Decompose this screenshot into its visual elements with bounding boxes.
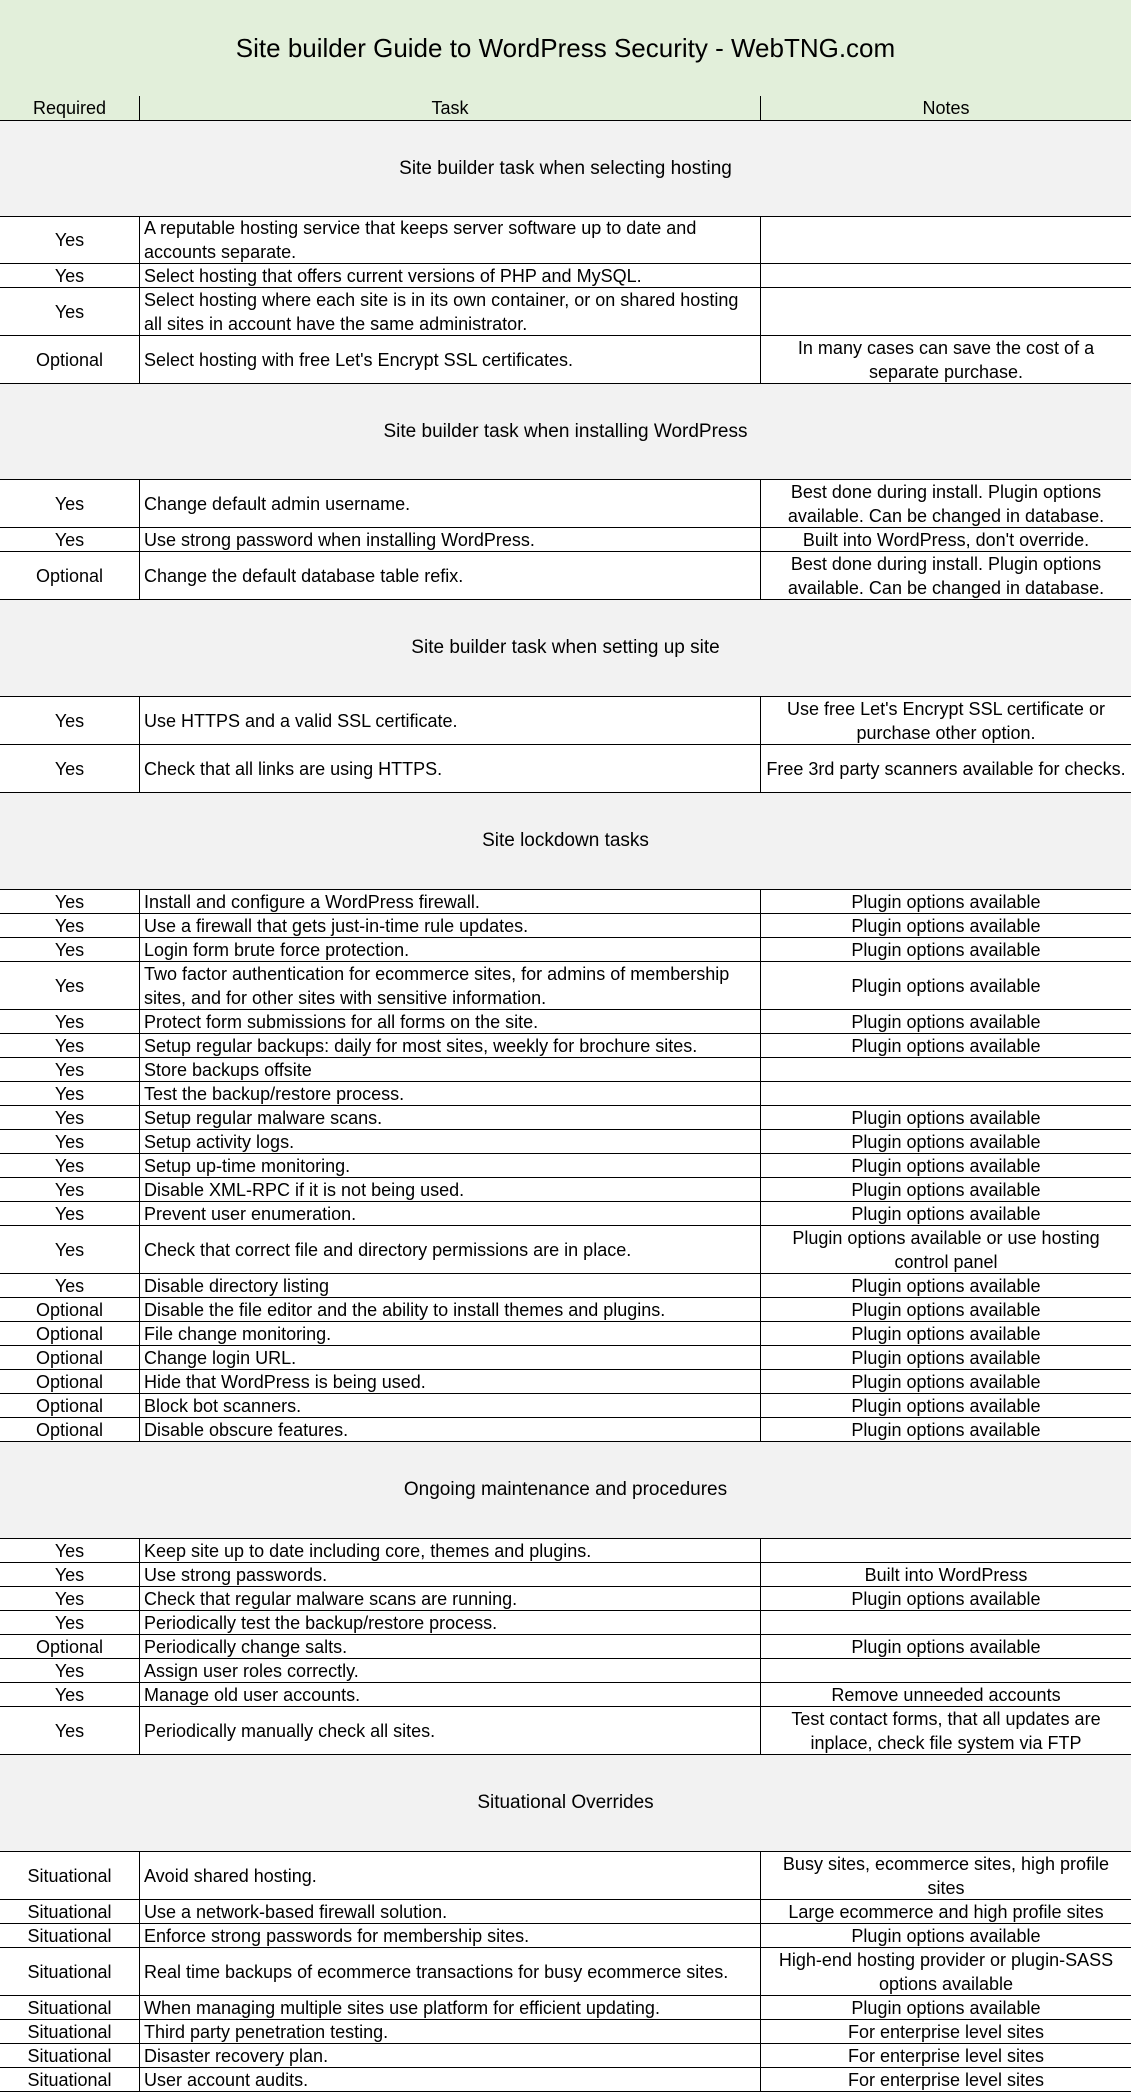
required-cell: Yes (0, 890, 140, 913)
notes-cell: Busy sites, ecommerce sites, high profile sites (782, 1853, 1110, 1898)
required-cell: Situational (0, 1900, 140, 1923)
task-cell: Use a network-based firewall solution. (140, 1900, 761, 1923)
notes-cell: Plugin options available (851, 1419, 1041, 1440)
required-cell: Yes (0, 1082, 140, 1105)
required-cell: Yes (0, 914, 140, 937)
required-cell: Optional (0, 336, 140, 383)
required-cell: Situational (0, 1948, 140, 1995)
required-cell: Situational (0, 1996, 140, 2019)
notes-cell: Test contact forms, that all updates are inplace, check file system via FTP (791, 1708, 1101, 1753)
required-cell: Yes (0, 1611, 140, 1634)
notes-cell: In many cases can save the cost of a separate purchase. (797, 337, 1095, 382)
required-cell: Optional (0, 1394, 140, 1417)
required-cell: Yes (0, 1587, 140, 1610)
required-cell: Yes (0, 1683, 140, 1706)
table-row (0, 1659, 1131, 1683)
table-row (0, 938, 1131, 962)
notes-cell: Plugin options available (851, 1395, 1041, 1416)
required-cell: Yes (0, 962, 140, 1009)
notes-cell: For enterprise level sites (847, 2069, 1045, 2090)
notes-cell: Plugin options available (851, 1011, 1041, 1032)
notes-cell (761, 1611, 1131, 1634)
required-cell: Yes (0, 216, 140, 263)
table-row (0, 288, 1131, 336)
task-cell: Disable XML-RPC if it is not being used. (140, 1178, 761, 1201)
section-heading-site-lockdown-tasks: Site lockdown tasks (0, 793, 1131, 890)
required-cell: Yes (0, 528, 140, 551)
notes-cell: Plugin options available (851, 1588, 1041, 1609)
table-row (0, 1418, 1131, 1442)
task-cell: Select hosting with free Let's Encrypt SSL certificates. (140, 336, 761, 383)
notes-cell: Plugin options available (851, 915, 1041, 936)
required-cell: Optional (0, 1322, 140, 1345)
table-row (0, 264, 1131, 288)
required-cell: Optional (0, 1346, 140, 1369)
table-row (0, 1370, 1131, 1394)
task-cell: Test the backup/restore process. (140, 1082, 761, 1105)
notes-cell: Built into WordPress, don't override. (802, 529, 1090, 550)
notes-cell: Plugin options available (851, 939, 1041, 960)
table-row (0, 336, 1131, 384)
table-row (0, 1924, 1131, 1948)
table-row (0, 962, 1131, 1010)
task-cell: Store backups offsite (140, 1058, 761, 1081)
task-cell: Block bot scanners. (140, 1394, 761, 1417)
table-row (0, 1154, 1131, 1178)
task-cell: When managing multiple sites use platform for efficient updating. (140, 1996, 761, 2019)
task-cell: Assign user roles correctly. (140, 1659, 761, 1682)
notes-cell (761, 1082, 1131, 1105)
notes-cell: Best done during install. Plugin options available. Can be changed in database. (787, 481, 1105, 526)
notes-cell: Large ecommerce and high profile sites (788, 1901, 1104, 1922)
required-cell: Yes (0, 1563, 140, 1586)
task-cell: Real time backups of ecommerce transactions for busy ecommerce sites. (140, 1948, 761, 1995)
notes-cell: Best done during install. Plugin options available. Can be changed in database. (787, 553, 1105, 598)
notes-cell: Free 3rd party scanners available for checks. (766, 758, 1126, 779)
task-cell: Check that regular malware scans are running. (140, 1587, 761, 1610)
section-heading-site-builder-task-when-setting-up-site: Site builder task when setting up site (0, 600, 1131, 697)
section-heading-site-builder-task-when-installing-wordpress: Site builder task when installing WordPress (0, 384, 1131, 480)
required-cell: Yes (0, 1707, 140, 1754)
table-row (0, 745, 1131, 793)
task-cell: Use strong password when installing WordPress. (140, 528, 761, 551)
table-row (0, 1394, 1131, 1418)
task-cell: Two factor authentication for ecommerce sites, for admins of membership sites, and for other sites with sensitive information. (140, 962, 761, 1009)
section-heading-site-builder-task-when-selecting-hosting: Site builder task when selecting hosting (0, 121, 1131, 217)
table-row (0, 1106, 1131, 1130)
task-cell: Hide that WordPress is being used. (140, 1370, 761, 1393)
required-cell: Yes (0, 264, 140, 287)
task-cell: Check that correct file and directory permissions are in place. (140, 1226, 761, 1273)
task-cell: Setup regular malware scans. (140, 1106, 761, 1129)
task-cell: Disable obscure features. (140, 1418, 761, 1441)
table-row (0, 1274, 1131, 1298)
table-row (0, 2068, 1131, 2092)
table-row (0, 1900, 1131, 1924)
notes-cell: Plugin options available (851, 1299, 1041, 1320)
notes-cell (761, 1539, 1131, 1562)
required-cell: Yes (0, 1274, 140, 1297)
task-cell: Periodically test the backup/restore process. (140, 1611, 761, 1634)
notes-cell (761, 264, 1131, 287)
required-cell: Yes (0, 745, 140, 792)
task-cell: File change monitoring. (140, 1322, 761, 1345)
table-row (0, 1539, 1131, 1563)
column-header-notes: Notes (922, 98, 970, 118)
required-cell: Situational (0, 1924, 140, 1947)
required-cell: Yes (0, 938, 140, 961)
task-cell: Select hosting where each site is in its own container, or on shared hosting all sites in account have the same administrator. (140, 288, 761, 335)
table-row (0, 1178, 1131, 1202)
task-cell: Disaster recovery plan. (140, 2044, 761, 2067)
section-heading-situational-overrides: Situational Overrides (0, 1755, 1131, 1852)
required-cell: Yes (0, 1226, 140, 1273)
notes-cell: Plugin options available (851, 1131, 1041, 1152)
notes-cell: Plugin options available (851, 1107, 1041, 1128)
task-cell: Disable directory listing (140, 1274, 761, 1297)
table-row (0, 552, 1131, 600)
task-cell: User account audits. (140, 2068, 761, 2091)
column-header-required: Required (0, 96, 140, 120)
notes-cell: Built into WordPress (864, 1564, 1028, 1585)
required-cell: Yes (0, 1178, 140, 1201)
notes-cell: Remove unneeded accounts (831, 1684, 1061, 1705)
required-cell: Optional (0, 552, 140, 599)
notes-cell: Plugin options available (851, 1275, 1041, 1296)
required-cell: Yes (0, 1010, 140, 1033)
required-cell: Yes (0, 480, 140, 527)
column-header-row (0, 96, 1131, 121)
table-row (0, 480, 1131, 528)
notes-cell: Plugin options available (851, 1636, 1041, 1657)
table-row (0, 1058, 1131, 1082)
table-row (0, 1298, 1131, 1322)
notes-cell: Plugin options available (851, 891, 1041, 912)
task-cell: Manage old user accounts. (140, 1683, 761, 1706)
task-cell: Keep site up to date including core, themes and plugins. (140, 1539, 761, 1562)
required-cell: Optional (0, 1298, 140, 1321)
table-row (0, 1587, 1131, 1611)
table-row (0, 914, 1131, 938)
table-row (0, 1322, 1131, 1346)
table-row (0, 1226, 1131, 1274)
task-cell: Protect form submissions for all forms on the site. (140, 1010, 761, 1033)
table-row (0, 1034, 1131, 1058)
notes-cell (761, 288, 1131, 335)
notes-cell: For enterprise level sites (847, 2045, 1045, 2066)
column-header-task: Task (140, 96, 761, 120)
task-cell: Use HTTPS and a valid SSL certificate. (140, 697, 761, 744)
required-cell: Optional (0, 1635, 140, 1658)
notes-cell: High-end hosting provider or plugin-SASS options available (778, 1949, 1114, 1994)
notes-cell: Plugin options available (851, 1035, 1041, 1056)
table-row (0, 1130, 1131, 1154)
table-row (0, 528, 1131, 552)
task-cell: Change the default database table refix. (140, 552, 761, 599)
table-row (0, 1635, 1131, 1659)
table-row (0, 697, 1131, 745)
notes-cell: Plugin options available (851, 1997, 1041, 2018)
task-cell: Select hosting that offers current versions of PHP and MySQL. (140, 264, 761, 287)
notes-cell: Plugin options available or use hosting control panel (792, 1227, 1100, 1272)
required-cell: Optional (0, 1418, 140, 1441)
table-row (0, 2020, 1131, 2044)
task-cell: Enforce strong passwords for membership sites. (140, 1924, 761, 1947)
table-row (0, 1010, 1131, 1034)
task-cell: Prevent user enumeration. (140, 1202, 761, 1225)
notes-cell: Plugin options available (851, 1203, 1041, 1224)
table-row (0, 1202, 1131, 1226)
table-row (0, 216, 1131, 264)
task-cell: Setup regular backups: daily for most sites, weekly for brochure sites. (140, 1034, 761, 1057)
required-cell: Yes (0, 1130, 140, 1153)
notes-cell: Plugin options available (851, 1323, 1041, 1344)
table-row (0, 1346, 1131, 1370)
table-row (0, 1948, 1131, 1996)
required-cell: Yes (0, 1659, 140, 1682)
task-cell: Setup activity logs. (140, 1130, 761, 1153)
task-cell: Setup up-time monitoring. (140, 1154, 761, 1177)
required-cell: Yes (0, 1106, 140, 1129)
section-heading-ongoing-maintenance-and-procedures: Ongoing maintenance and procedures (0, 1442, 1131, 1539)
table-row (0, 2044, 1131, 2068)
task-cell: Third party penetration testing. (140, 2020, 761, 2043)
table-row (0, 890, 1131, 914)
table-row (0, 1082, 1131, 1106)
required-cell: Yes (0, 1058, 140, 1081)
sheet-title: Site builder Guide to WordPress Security - WebTNG.com (0, 0, 1131, 97)
required-cell: Yes (0, 1202, 140, 1225)
notes-cell: Plugin options available (851, 1179, 1041, 1200)
notes-cell: Plugin options available (851, 1155, 1041, 1176)
notes-cell: Plugin options available (851, 1347, 1041, 1368)
required-cell: Yes (0, 1034, 140, 1057)
notes-cell: Plugin options available (851, 975, 1041, 996)
task-cell: Install and configure a WordPress firewall. (140, 890, 761, 913)
task-cell: Use a firewall that gets just-in-time rule updates. (140, 914, 761, 937)
notes-cell: Use free Let's Encrypt SSL certificate or purchase other option. (787, 698, 1105, 743)
required-cell: Optional (0, 1370, 140, 1393)
task-cell: A reputable hosting service that keeps server software up to date and accounts separate. (140, 216, 761, 263)
task-cell: Login form brute force protection. (140, 938, 761, 961)
required-cell: Yes (0, 1539, 140, 1562)
notes-cell (761, 1659, 1131, 1682)
required-cell: Situational (0, 1852, 140, 1899)
required-cell: Yes (0, 697, 140, 744)
task-cell: Check that all links are using HTTPS. (140, 745, 761, 792)
required-cell: Yes (0, 1154, 140, 1177)
table-row (0, 1707, 1131, 1755)
task-cell: Avoid shared hosting. (140, 1852, 761, 1899)
task-cell: Change default admin username. (140, 480, 761, 527)
notes-cell (761, 216, 1131, 263)
table-row (0, 1611, 1131, 1635)
task-cell: Periodically manually check all sites. (140, 1707, 761, 1754)
required-cell: Situational (0, 2020, 140, 2043)
notes-cell: Plugin options available (851, 1925, 1041, 1946)
notes-cell: Plugin options available (851, 1371, 1041, 1392)
task-cell: Change login URL. (140, 1346, 761, 1369)
task-cell: Disable the file editor and the ability to install themes and plugins. (140, 1298, 761, 1321)
table-row (0, 1683, 1131, 1707)
notes-cell (761, 1058, 1131, 1081)
task-cell: Periodically change salts. (140, 1635, 761, 1658)
required-cell: Situational (0, 2068, 140, 2091)
required-cell: Situational (0, 2044, 140, 2067)
required-cell: Yes (0, 288, 140, 335)
table-row (0, 1996, 1131, 2020)
table-row (0, 1563, 1131, 1587)
table-row (0, 1852, 1131, 1900)
notes-cell: For enterprise level sites (847, 2021, 1045, 2042)
task-cell: Use strong passwords. (140, 1563, 761, 1586)
